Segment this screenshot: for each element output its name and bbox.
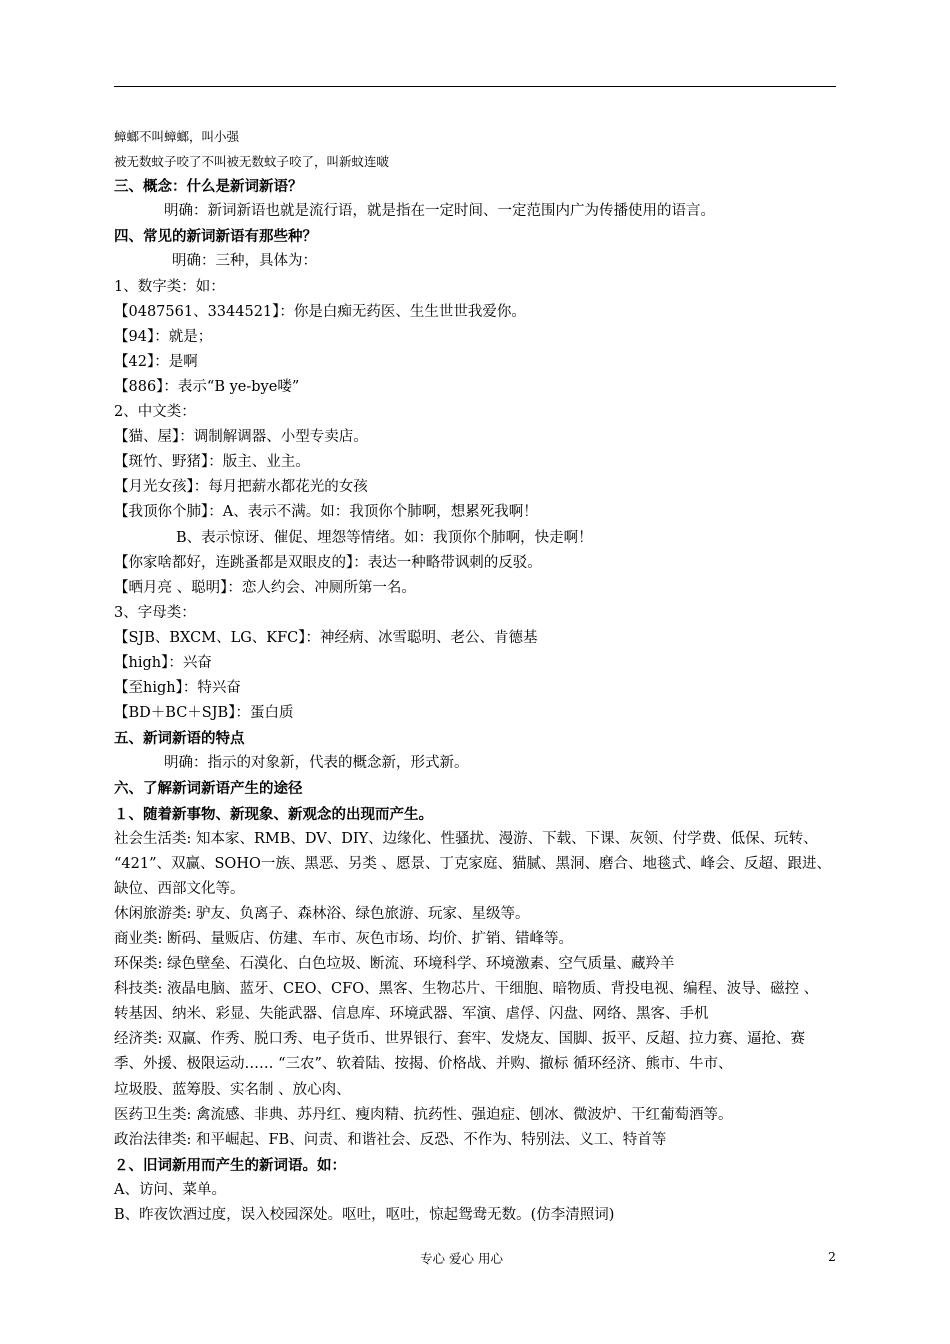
header-rule (114, 86, 836, 87)
text-line: 【晒月亮 、聪明】：恋人约会、冲厕所第一名。 (114, 579, 416, 596)
text-line: 【886】：表示“B ye-bye喽” (114, 378, 300, 395)
section-heading: 五、新词新语的特点 (114, 730, 245, 748)
text-line: 季、外援、极限运动…… “三农”、软着陆、按揭、价格战、并购、撤标 循环经济、熊市、牛市、 (114, 1056, 733, 1073)
text-line: B、昨夜饮酒过度，误入校园深处。呕吐，呕吐，惊起鸳鸯无数。(仿李清照词) (114, 1207, 615, 1224)
text-line: 【斑竹、野猪】：版主、业主。 (114, 454, 310, 471)
text-line: 【0487561、3344521】：你是白痴无药医、生生世世我爱你。 (114, 303, 526, 320)
text-line: 社会生活类: 知本家、RMB、DV、DIY、边缘化、性骚扰、漫游、下载、下课、灰领、付学费、低保、玩转、 (114, 830, 818, 847)
text-line: 明确：新词新语也就是流行语，就是指在一定时间、一定范围内广为传播使用的语言。 (164, 203, 715, 220)
page-number: 2 (828, 1249, 836, 1264)
text-line: 转基因、纳米、彩显、失能武器、信息库、环境武器、军演、虐俘、闪盘、网络、黑客、手机 (114, 1006, 709, 1023)
text-line: 商业类: 断码、量贩店、仿建、车市、灰色市场、均价、扩销、错峰等。 (114, 931, 573, 947)
text-line: 经济类: 双赢、作秀、脱口秀、电子货币、世界银行、套牢、发烧友、国脚、扳平、反超、拉力赛、逼抢、赛 (114, 1031, 805, 1048)
text-line: 3、字母类： (114, 604, 196, 621)
section-heading: 六、了解新词新语产生的途径 (114, 780, 303, 798)
text-line: 科技类: 液晶电脑、蓝牙、CEO、CFO、黑客、生物芯片、干细胞、暗物质、背投电视、编程、波导、磁控 、 (114, 981, 819, 998)
text-line: 明确：三种，具体为： (172, 253, 317, 270)
text-line: 蟑螂不叫蟑螂，叫小强 (114, 129, 240, 144)
text-line: 2、中文类： (114, 404, 196, 421)
text-line: 【猫、屋】：调制解调器、小型专卖店。 (114, 429, 368, 446)
text-line: 【月光女孩】：每月把薪水都花光的女孩 (114, 479, 368, 496)
section-heading: 三、概念：什么是新词新语？ (114, 178, 303, 196)
text-line: 医药卫生类: 禽流感、非典、苏丹红、瘦肉精、抗药性、强迫症、刨冰、微波炉、干红葡萄酒等。 (114, 1106, 733, 1123)
text-line: 【high】：兴奋 (114, 654, 212, 671)
text-line: 休闲旅游类: 驴友、负离子、森林浴、绿色旅游、玩家、星级等。 (114, 905, 530, 922)
text-line: 【BD＋BC＋SJB】：蛋白质 (114, 705, 294, 722)
text-line: 被无数蚊子咬了不叫被无数蚊子咬了，叫新蚊连啵 (114, 154, 390, 170)
text-line: “421”、双赢、SOHO一族、黑恶、另类 、愿景、丁克家庭、猫腻、黑洞、磨合、地毯式、峰会、反超、跟进、 (114, 855, 831, 872)
footer-motto: 专心 爱心 用心 (420, 1251, 503, 1266)
subsection-heading: １、随着新事物、新现象、新观念的出现而产生。 (114, 805, 433, 823)
text-line: A、访问、菜单。 (114, 1181, 226, 1198)
text-line: 【42】：是啊 (114, 353, 198, 370)
subsection-heading: ２、旧词新用而产生的新词语。如： (114, 1156, 346, 1174)
text-line: 【你家啥都好，连跳蚤都是双眼皮的】：表达一种略带讽刺的反驳。 (114, 554, 542, 571)
text-line: 缺位、西部文化等。 (114, 880, 245, 897)
page-footer (0, 1249, 950, 1269)
text-line: 明确：指示的对象新，代表的概念新，形式新。 (164, 755, 469, 772)
text-line: 环保类: 绿色壁垒、石漠化、白色垃圾、断流、环境科学、环境激素、空气质量、藏羚羊 (114, 956, 675, 973)
text-line: 【至high】：特兴奋 (114, 680, 241, 697)
document-body (114, 124, 850, 1228)
section-heading: 四、常见的新词新语有那些种？ (114, 228, 317, 246)
text-line: 政治法律类: 和平崛起、FB、问责、和谐社会、反恐、不作为、特别法、义工、特首等 (114, 1131, 667, 1148)
text-line: 垃圾股、蓝筹股、实名制 、放心肉、 (114, 1081, 351, 1098)
text-line: 【SJB、BXCM、LG、KFC】：神经病、冰雪聪明、老公、肯德基 (114, 629, 538, 646)
text-line: 【我顶你个肺】：A、表示不满。如：我顶你个肺啊，想累死我啊！ (114, 504, 538, 521)
text-line: 【94】：就是； (114, 328, 213, 345)
text-line: B、表示惊讶、催促、埋怨等情绪。如：我顶你个肺啊，快走啊！ (176, 529, 593, 546)
text-line: 1、数字类：如： (114, 278, 225, 295)
